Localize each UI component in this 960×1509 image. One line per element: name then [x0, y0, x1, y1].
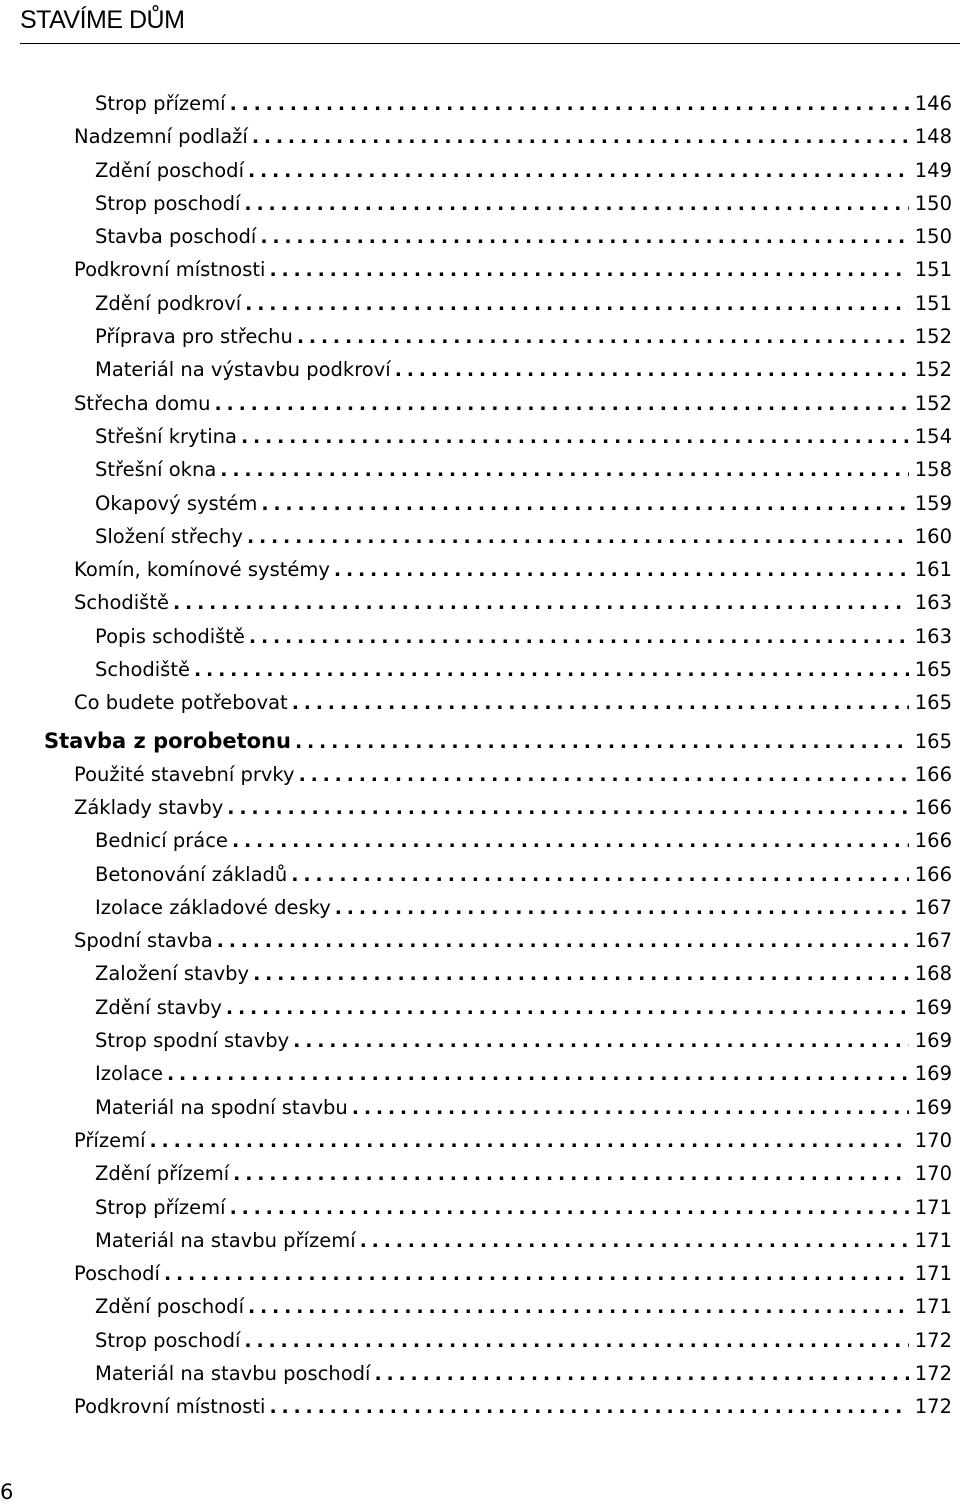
toc-entry[interactable]: [95, 858, 952, 891]
toc-entry-title: Zdění poschodí: [95, 158, 244, 182]
toc-entry-page: 163: [914, 624, 952, 648]
dot-leader: [230, 1192, 909, 1225]
toc-entry-title: Složení střechy: [95, 524, 243, 548]
toc-entry[interactable]: [74, 791, 952, 824]
toc-row: [0, 957, 960, 990]
toc-entry-page: 171: [914, 1195, 952, 1219]
toc-entry-page: 170: [914, 1128, 952, 1152]
dot-leader: [260, 221, 908, 254]
toc-entry[interactable]: [74, 924, 952, 957]
toc-entry-page: 160: [914, 524, 952, 548]
toc-entry-title: Stavba z porobetonu: [44, 728, 291, 753]
toc-entry-title: Podkrovní místnosti: [74, 258, 266, 282]
toc-entry-title: Co budete potřebovat: [74, 691, 288, 715]
toc-entry-title: Strop spodní stavby: [95, 1029, 290, 1053]
toc-entry-page: 151: [914, 258, 952, 282]
toc-entry-title: Strop poschodí: [95, 191, 241, 215]
toc-row: [0, 520, 960, 553]
dot-leader: [352, 1092, 909, 1125]
dot-leader: [335, 892, 909, 925]
toc-entry-page: 148: [914, 125, 952, 149]
toc-entry-title: Spodní stavba: [74, 929, 213, 953]
toc-entry-title: Poschodí: [74, 1262, 160, 1286]
toc-entry[interactable]: [95, 1224, 952, 1257]
toc-entry-title: Komín, komínové systémy: [74, 558, 330, 582]
toc-entry-page: 151: [914, 291, 952, 315]
toc-entry-title: Okapový systém: [95, 491, 258, 515]
toc-entry-page: 171: [914, 1262, 952, 1286]
toc-entry[interactable]: [74, 686, 952, 719]
toc-entry-page: 149: [914, 158, 952, 182]
dot-leader: [220, 454, 908, 487]
dot-leader: [252, 121, 909, 154]
toc-entry[interactable]: [95, 991, 952, 1024]
toc-entry-page: 150: [914, 191, 952, 215]
toc-row: [0, 253, 960, 286]
toc-entry-page: 146: [914, 92, 952, 115]
toc-row: [0, 1057, 960, 1090]
toc-entry[interactable]: [74, 253, 952, 286]
toc-entry[interactable]: [74, 387, 952, 420]
dot-leader: [269, 1391, 908, 1424]
toc-row: [0, 858, 960, 891]
dot-leader: [227, 792, 908, 825]
dot-leader: [215, 388, 909, 421]
toc-entry[interactable]: [95, 87, 952, 120]
toc-row: [0, 1324, 960, 1357]
toc-entry[interactable]: [95, 220, 952, 253]
toc-entry-page: 165: [914, 729, 952, 753]
dot-leader: [248, 155, 909, 188]
toc-row: [0, 1290, 960, 1323]
toc-entry-page: 167: [914, 895, 952, 919]
toc-entry-title: Založení stavby: [95, 962, 250, 986]
dot-leader: [232, 825, 909, 858]
toc-row: [0, 120, 960, 153]
toc-entry-title: Příprava pro střechu: [95, 325, 293, 349]
toc-entry-page: 170: [914, 1162, 952, 1186]
toc-entry-title: Betonování základů: [95, 862, 288, 886]
dot-leader: [247, 521, 909, 554]
toc-row: [0, 287, 960, 320]
dot-leader: [241, 421, 909, 454]
toc-row: [0, 453, 960, 486]
dot-leader: [292, 687, 909, 720]
dot-leader: [244, 188, 908, 221]
toc-row: [0, 991, 960, 1024]
dot-leader: [261, 488, 908, 521]
toc-entry[interactable]: [95, 620, 952, 653]
dot-leader: [230, 88, 909, 121]
toc-entry[interactable]: [95, 1091, 952, 1124]
toc-entry-page: 171: [914, 1295, 952, 1319]
dot-leader: [194, 654, 909, 687]
toc-entry-title: Střešní krytina: [95, 424, 237, 448]
dot-leader: [291, 859, 908, 892]
toc-entry-title: Střecha domu: [74, 391, 211, 415]
toc-row: [0, 891, 960, 924]
dot-leader: [248, 1291, 909, 1324]
dot-leader: [334, 554, 909, 587]
dot-leader: [253, 958, 909, 991]
toc-row: [0, 720, 960, 758]
dot-leader: [269, 254, 908, 287]
toc-entry-title: Zdění podkroví: [95, 291, 242, 315]
toc-row: [0, 620, 960, 653]
toc-entry-title: Strop poschodí: [95, 1328, 241, 1352]
toc-entry[interactable]: [74, 758, 952, 791]
dot-leader: [233, 1158, 909, 1191]
toc-entry[interactable]: [95, 520, 952, 553]
toc-entry-title: Střešní okna: [95, 458, 217, 482]
toc-row: [0, 586, 960, 619]
toc-entry[interactable]: [95, 957, 952, 990]
toc-entry[interactable]: [95, 1157, 952, 1190]
toc-entry-title: Nadzemní podlaží: [74, 125, 248, 149]
toc-entry[interactable]: [95, 1057, 952, 1090]
dot-leader: [360, 1225, 909, 1258]
toc-row: [0, 924, 960, 957]
toc-entry-title: Strop přízemí: [95, 1195, 226, 1219]
toc-row: [0, 824, 960, 857]
toc-row: [0, 1124, 960, 1157]
toc-entry-page: 169: [914, 1095, 952, 1119]
toc-entry[interactable]: [95, 353, 952, 386]
dot-leader: [297, 321, 909, 354]
toc-entry-title: Zdění přízemí: [95, 1162, 230, 1186]
toc-entry-page: 165: [914, 658, 952, 682]
running-head-title: STAVÍME DŮM: [20, 6, 185, 34]
toc-entry-page: 166: [914, 862, 952, 886]
toc-entry[interactable]: [74, 586, 952, 619]
dot-leader: [249, 621, 909, 654]
toc-entry-title: Materiál na výstavbu podkroví: [95, 358, 391, 382]
dot-leader: [245, 288, 909, 321]
dot-leader: [374, 1358, 908, 1391]
toc-entry[interactable]: [95, 1191, 952, 1224]
toc-entry-page: 172: [914, 1361, 952, 1385]
toc-entry-title: Zdění poschodí: [95, 1295, 244, 1319]
toc-entry-page: 169: [914, 995, 952, 1019]
toc-row: [0, 187, 960, 220]
toc-entry-page: 152: [914, 325, 952, 349]
toc-entry-page: 167: [914, 929, 952, 953]
toc-entry-title: Podkrovní místnosti: [74, 1395, 266, 1419]
toc-entry-page: 166: [914, 795, 952, 819]
toc-entry-page: 168: [914, 962, 952, 986]
toc-entry[interactable]: [95, 653, 952, 686]
toc-entry-title: Strop přízemí: [95, 92, 226, 115]
toc-row: [0, 220, 960, 253]
toc-row: [0, 487, 960, 520]
toc-row: [0, 1257, 960, 1290]
toc-entry-page: 166: [914, 829, 952, 853]
dot-leader: [164, 1258, 909, 1291]
toc-entry[interactable]: [74, 1390, 952, 1423]
toc-entry[interactable]: [74, 1124, 952, 1157]
toc-row: [0, 387, 960, 420]
header-rule: [20, 43, 960, 44]
toc-row: [0, 320, 960, 353]
toc-entry-page: 150: [914, 225, 952, 249]
toc-entry[interactable]: [74, 553, 952, 586]
toc-entry[interactable]: [95, 1357, 952, 1390]
toc-entry-title: Materiál na spodní stavbu: [95, 1095, 348, 1119]
dot-leader: [173, 587, 909, 620]
toc-row: [0, 791, 960, 824]
toc-entry-page: 152: [914, 358, 952, 382]
toc-entry-title: Základy stavby: [74, 795, 224, 819]
toc-entry[interactable]: [95, 154, 952, 187]
toc-entry-page: 172: [914, 1395, 952, 1419]
toc-entry-title: Schodiště: [95, 658, 190, 682]
toc-entry[interactable]: [95, 420, 952, 453]
toc-entry-title: Izolace základové desky: [95, 895, 331, 919]
toc-row: [0, 686, 960, 719]
toc-entry-title: Zdění stavby: [95, 995, 222, 1019]
toc-entry-title: Materiál na stavbu poschodí: [95, 1361, 371, 1385]
toc-entry[interactable]: [74, 120, 952, 153]
toc-row: [0, 87, 960, 120]
toc-row: [0, 1157, 960, 1190]
toc-entry[interactable]: [95, 320, 952, 353]
toc-row: [0, 154, 960, 187]
toc-entry[interactable]: [95, 1324, 952, 1357]
toc-entry-title: Stavba poschodí: [95, 225, 257, 249]
dot-leader: [150, 1125, 909, 1158]
toc-row: [0, 1357, 960, 1390]
toc-entry[interactable]: [95, 453, 952, 486]
toc-entry-page: 172: [914, 1328, 952, 1352]
dot-leader: [244, 1325, 908, 1358]
toc-entry[interactable]: [95, 487, 952, 520]
toc-entry-page: 165: [914, 691, 952, 715]
toc-row: [0, 553, 960, 586]
toc-entry-page: 169: [914, 1029, 952, 1053]
dot-leader: [167, 1058, 909, 1091]
table-of-contents: [0, 87, 960, 1424]
toc-entry-page: 171: [914, 1228, 952, 1252]
dot-leader: [293, 1025, 909, 1058]
toc-row: [0, 1091, 960, 1124]
toc-entry-page: 159: [914, 491, 952, 515]
toc-row: [0, 353, 960, 386]
toc-entry-title: Použité stavební prvky: [74, 762, 295, 786]
toc-entry-title: Bednicí práce: [95, 829, 228, 853]
page-number: 6: [0, 1480, 14, 1504]
toc-entry[interactable]: [95, 824, 952, 857]
toc-row: [0, 1390, 960, 1423]
toc-entry-page: 158: [914, 458, 952, 482]
toc-entry[interactable]: [95, 287, 952, 320]
toc-entry-title: Popis schodiště: [95, 624, 245, 648]
dot-leader: [217, 925, 909, 958]
toc-entry-title: Schodiště: [74, 591, 169, 615]
toc-row: [0, 1191, 960, 1224]
toc-row: [0, 420, 960, 453]
toc-entry-title: Materiál na stavbu přízemí: [95, 1228, 356, 1252]
toc-entry-page: 166: [914, 762, 952, 786]
dot-leader: [295, 721, 909, 763]
toc-row: [0, 1024, 960, 1057]
dot-leader: [395, 354, 909, 387]
toc-entry-page: 154: [914, 424, 952, 448]
toc-entry-page: 169: [914, 1062, 952, 1086]
toc-entry[interactable]: [95, 187, 952, 220]
dot-leader: [299, 759, 909, 792]
toc-entry-title: Izolace: [95, 1062, 164, 1086]
toc-row: [0, 1224, 960, 1257]
toc-row: [0, 758, 960, 791]
toc-entry[interactable]: [95, 1024, 952, 1057]
toc-entry[interactable]: [95, 891, 952, 924]
toc-entry[interactable]: [74, 1257, 952, 1290]
dot-leader: [226, 992, 909, 1025]
toc-entry-page: 163: [914, 591, 952, 615]
toc-entry[interactable]: [95, 1290, 952, 1323]
toc-entry-title: Přízemí: [74, 1128, 146, 1152]
toc-entry-page: 161: [914, 558, 952, 582]
toc-entry[interactable]: [44, 720, 952, 758]
toc-row: [0, 653, 960, 686]
toc-entry-page: 152: [914, 391, 952, 415]
